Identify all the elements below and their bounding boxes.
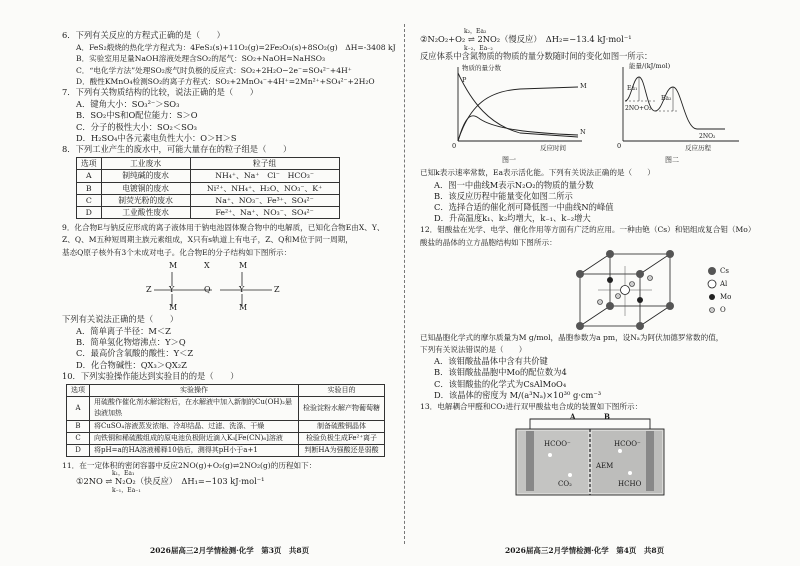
q11-question: 已知k表示速率常数，Ea表示活化能。下列有关说法正确的是（ ） — [420, 168, 655, 178]
atom-m: M — [169, 302, 178, 312]
device-label-hcho: HCHO — [618, 480, 642, 489]
crystal-legend-markers — [706, 266, 718, 316]
q9-line-2: Z、Q、M五种短周期主族元素组成，X只有s轨道上有电子，Z、Q和M位于同一周期， — [62, 235, 353, 245]
atom-z: Z — [146, 284, 152, 294]
q8-header-option: 选项 — [77, 158, 102, 170]
figure-2-product: 2NO₂ — [699, 133, 716, 141]
legend-mo: Mo — [720, 292, 732, 301]
q7-option-d: D．H₂SO₄中各元素电负性大小：O＞H＞S — [76, 132, 237, 143]
figure-1-label-p: P — [462, 76, 467, 85]
q13-stem: 13．电解耦合甲醛和CO₂进行双甲酸盐电合成的装置如下图所示： — [420, 402, 643, 412]
device-label-aem: AEM — [596, 462, 614, 471]
q10-header-operation: 实验操作 — [90, 385, 299, 397]
atom-m: M — [239, 302, 248, 312]
q11-option-c: C．选择合适的催化剂可降低图一中曲线N的峰值 — [434, 202, 614, 213]
table-cell: Fe²⁺、Na⁺、NO₃⁻、SO₄²⁻ — [190, 207, 339, 219]
table-cell: D — [77, 207, 102, 219]
q11-option-b: B．该反应历程中能量变化如图二所示 — [434, 190, 573, 201]
table-cell: 将CuSO₄溶液蒸发浓缩、冷却结晶、过滤、洗涤、干燥 — [90, 420, 299, 432]
table-cell: 检验淀粉水解产物葡萄糖 — [299, 397, 385, 420]
figure-2-ylabel: 能量/(kJ/mol) — [629, 62, 671, 71]
figure-1-origin: 0 — [452, 142, 457, 151]
figure-1-label-n: N — [580, 128, 586, 137]
q7-option-c: C．分子的极性大小：SO₂＜SO₃ — [76, 121, 197, 132]
device-label-b: B — [604, 412, 610, 422]
table-cell: Ni²⁺、NH₄⁺、H₂O、NO₃⁻、K⁺ — [190, 182, 339, 194]
table-cell: Na⁺、NO₃⁻、Fe³⁺、SO₄²⁻ — [190, 194, 339, 206]
atom-q: Q — [204, 284, 211, 294]
q12-option-b: B．该钼酸盐晶胞中Mo的配位数为4 — [434, 367, 567, 378]
q6-option-b: B．实验室用足量NaOH溶液处理含SO₂的尾气：SO₂+NaOH=NaHSO₃ — [76, 54, 326, 64]
q10-header-option: 选项 — [67, 385, 90, 397]
figure-2-ea1: Ea₁ — [627, 85, 638, 93]
q7-option-b: B．SO₂中S和O配位能力：S＞O — [76, 110, 198, 121]
atom-m: M — [239, 260, 248, 270]
q11-description: 反应体系中含氮物质的物质的量分数随时间的变化如图一所示： — [420, 51, 653, 62]
q8-header-particles: 粒子组 — [190, 158, 339, 170]
table-cell: 制备硫酸铜晶体 — [299, 420, 385, 432]
q10-header-purpose: 实验目的 — [299, 385, 385, 397]
q11-option-a: A．图一中曲线M表示N₂O₂的物质的量分数 — [434, 179, 594, 190]
q6-stem: 6．下列有关反应的方程式正确的是（ ） — [62, 30, 225, 40]
figure-1-label-m: M — [580, 82, 587, 91]
q8-stem: 8．下列工业产生的废水中，可能大量存在的粒子组是（ ） — [62, 144, 292, 155]
table-cell: 检验负极生成Fe²⁺离子 — [299, 432, 385, 444]
q12-given-1: 已知晶胞化学式的摩尔质量为M g/mol，晶胞参数为a pm，设Nₐ为阿伏加德罗常数的值， — [420, 332, 724, 342]
legend-cs: Cs — [720, 266, 729, 275]
q8-table — [76, 157, 340, 219]
table-cell: A — [67, 397, 90, 420]
q11-stem: 11．在一定体积的密闭容器中反应2NO(g)+O₂(g)⇌2NO₂(g)的历程如下： — [62, 461, 317, 471]
right-column — [420, 30, 760, 497]
q6-option-c: C．“电化学方法”处理SO₂废气时负极的反应式：SO₂+2H₂O−2e⁻=SO₄²⁻+4H⁺ — [76, 65, 352, 75]
q12-option-c: C．该钼酸盐的化学式为CsAlMoO₄ — [434, 378, 567, 389]
figure-2-ea2: Ea₂ — [661, 95, 672, 103]
figure-1-xlabel: 反应时间 — [540, 144, 566, 153]
q6-option-d: D．酸性KMnO₄检测SO₂的离子方程式：SO₂+2MnO₄⁻+4H⁺=2Mn²⁺+SO₄²⁻+2H₂O — [76, 76, 375, 86]
q9-question: 下列有关说法正确的是（ ） — [62, 313, 179, 324]
figure-1-plot — [450, 63, 590, 153]
q6-option-a: A．FeS₂煅烧的热化学方程式为：4FeS₂(s)+11O₂(g)=2Fe₂O₃(s)+8SO₂(g) ΔH=-3408 kJ — [76, 43, 396, 53]
table-cell: NH₄⁺、Na⁺ Cl⁻ HCO₃⁻ — [190, 170, 339, 182]
atom-y: Y — [169, 284, 175, 294]
q11-k2-label: k₂，Ea₂ — [464, 28, 487, 35]
q9-option-d: D．化合物碱性：QX₃＞QX₂Z — [76, 359, 187, 370]
q10-table — [66, 384, 385, 457]
q10-stem: 10．下列实验操作能达到实验目的的是（ ） — [62, 370, 239, 381]
left-column — [62, 30, 396, 494]
figure-1-caption: 图一 — [502, 156, 516, 165]
table-cell: 判断HA为强酸还是弱酸 — [299, 445, 385, 457]
q11-step-1 — [76, 469, 392, 494]
q12-option-d: D．该晶体的密度为 M/(a³Nₐ)×10³⁰ g·cm⁻³ — [434, 389, 602, 400]
device-label-a: A — [570, 412, 576, 422]
q12-line-2: 酸盐的晶体的立方晶胞结构如下图所示： — [420, 237, 557, 247]
table-cell: 向铁铜和稀硫酸组成的原电池负极附近滴入K₃[Fe(CN)₆]溶液 — [90, 432, 299, 444]
q13-electrolysis-device — [510, 412, 670, 497]
q11-k-2-label: k₋₂，Ea₋₂ — [464, 45, 493, 52]
legend-o: O — [720, 305, 726, 314]
table-cell: 制纯碱的废水 — [101, 170, 190, 182]
atom-y: Y — [239, 284, 245, 294]
table-cell: A — [77, 170, 102, 182]
q7-stem: 7．下列有关物质结构的比较，说法正确的是（ ） — [62, 87, 259, 98]
q12-option-a: A．该钼酸盐晶体中含有共价键 — [434, 356, 548, 367]
device-label-hcoo-right: HCOO⁻ — [614, 440, 641, 449]
atom-m: M — [169, 260, 178, 270]
q12-crystal-cell — [570, 250, 750, 330]
figure-1-ylabel: 物质的量分数 — [462, 64, 501, 73]
figure-2-caption: 图二 — [665, 156, 679, 165]
footer-page-3: 2026届高三2月学情检测·化学 第3页 共8页 — [150, 546, 310, 555]
q11-step-2 — [420, 28, 760, 52]
table-cell: 工业酸性废水 — [101, 207, 190, 219]
figure-2-origin: 0 — [617, 142, 622, 151]
figure-2-xlabel: 反应历程 — [685, 144, 711, 153]
figure-2-reactant: 2NO+O₂ — [625, 105, 652, 113]
table-cell: 制荧光粉的废水 — [101, 194, 190, 206]
figure-2 — [615, 63, 745, 163]
q11-step-2-text: ②N₂O₂+O₂ ⇌ 2NO₂（慢反应） ΔH₂=−13.4 kJ·mol⁻¹ — [420, 34, 632, 44]
table-cell: B — [67, 420, 90, 432]
device-label-co2: CO₂ — [558, 480, 572, 489]
q9-option-c: C．最高价含氧酸的酸性：Y＜Z — [76, 348, 194, 359]
table-cell: B — [77, 182, 102, 194]
q11-figures — [450, 63, 760, 167]
figure-1 — [450, 63, 590, 163]
q9-line-1: 9．化合物E与钠反应形成的离子液体用于钠电池固体聚合物中的电解质，已知化合物E由X、Y、 — [62, 223, 385, 233]
q9-molecule-structure — [142, 260, 302, 312]
q8-header-wastewater: 工业废水 — [101, 158, 190, 170]
device-label-hcoo-left: HCOO⁻ — [544, 440, 571, 449]
q11-k-1-label: k₋₁，Ea₋₁ — [112, 486, 141, 494]
q11-step-1-text: ①2NO ⇌ N₂O₂（快反应） ΔH₁=−103 kJ·mol⁻¹ — [76, 475, 265, 486]
table-cell: C — [77, 194, 102, 206]
atom-x: X — [204, 260, 210, 270]
table-cell: 用硫酸作催化剂水解淀粉后，在水解液中加入新制的Cu(OH)₂悬浊液加热 — [90, 397, 299, 420]
q11-option-d: D．升高温度k₁、k₂均增大，k₋₁、k₋₂增大 — [434, 213, 591, 224]
table-cell: C — [67, 432, 90, 444]
q9-option-a: A．简单离子半径：M＜Z — [76, 326, 171, 337]
table-cell: D — [67, 445, 90, 457]
device-drawing — [510, 415, 670, 497]
atom-z: Z — [274, 284, 280, 294]
q12-line-1: 12．钼酸盐在光学、电学、催化作用等方面有广泛的应用。一种由铯（Cs）和铝组成复合钼（Mo） — [420, 225, 756, 235]
table-cell: 将pH=a的HA溶液稀释10倍后，测得其pH小于a+1 — [90, 445, 299, 457]
footer-page-4: 2026届高三2月学情检测·化学 第4页 共8页 — [505, 546, 665, 555]
column-divider — [404, 24, 405, 544]
q11-k1-label: k₁，Ea₁ — [112, 469, 135, 477]
q7-option-a: A．键角大小：SO₃²⁻＞SO₃ — [76, 99, 180, 110]
q9-line-3: 基态Q原子核外有3个未成对电子。化合物E的分子结构如下图所示： — [62, 247, 292, 257]
q9-option-b: B．简单氢化物熔沸点：Y＞Q — [76, 337, 186, 348]
table-cell: 电镀铜的废水 — [101, 182, 190, 194]
crystal-lattice — [570, 250, 690, 330]
legend-al: Al — [720, 279, 728, 288]
q12-given-2: 下列有关说法错误的是（ ） — [420, 345, 527, 355]
